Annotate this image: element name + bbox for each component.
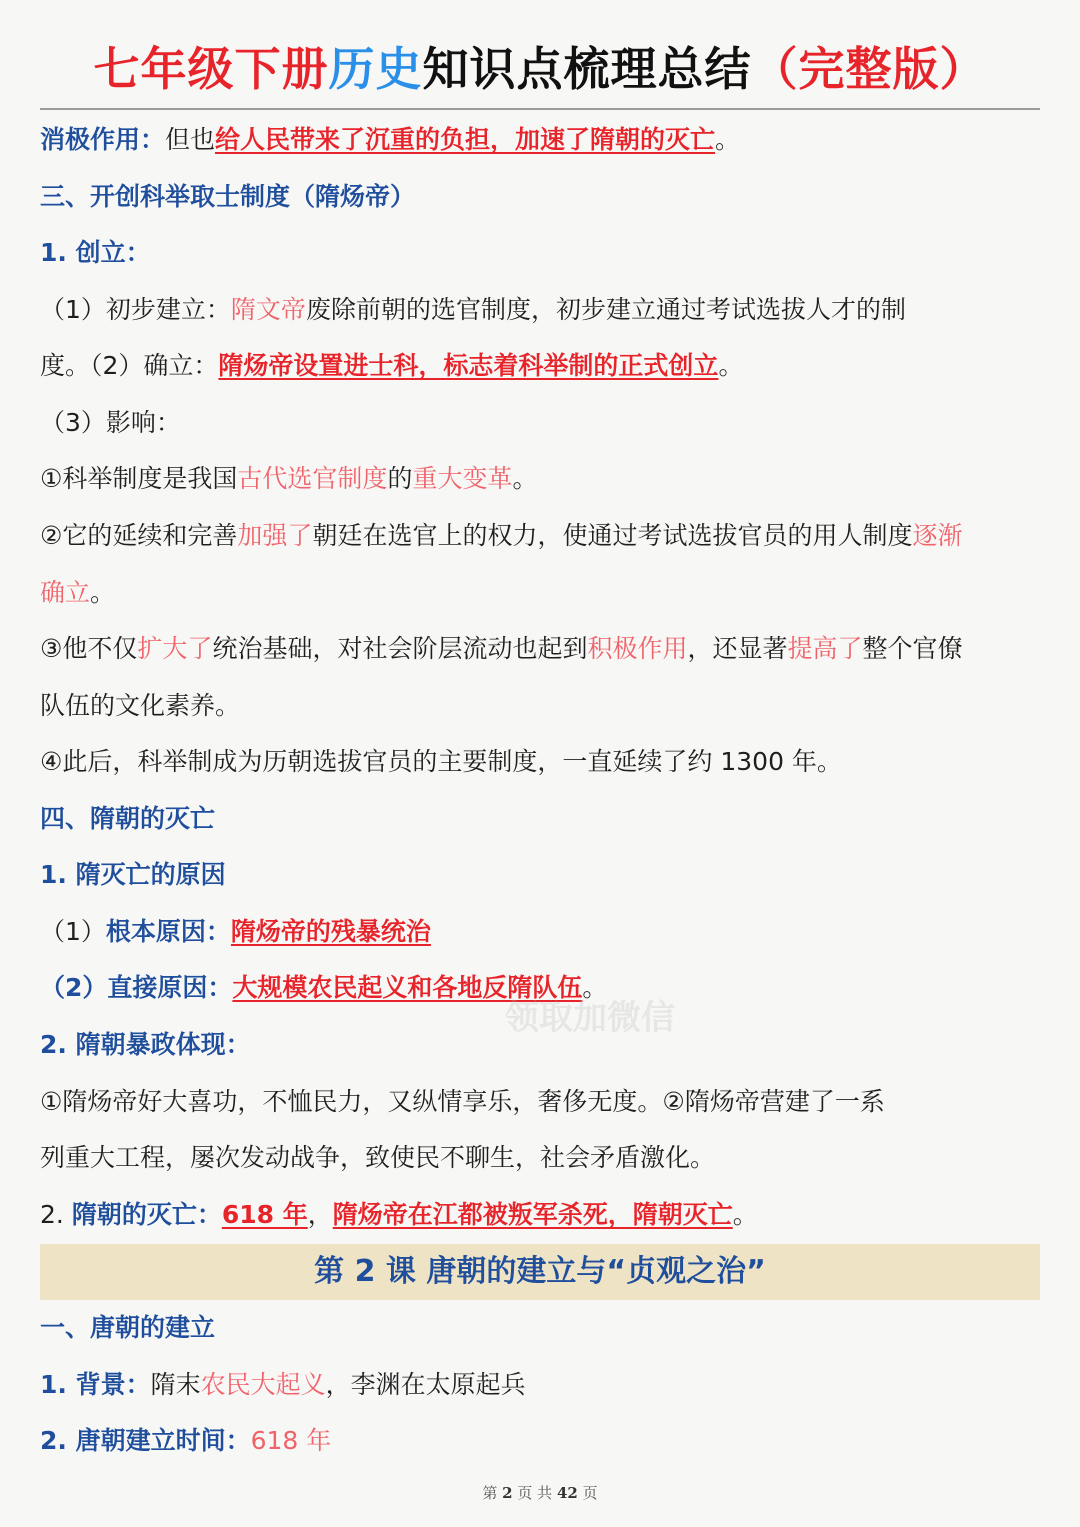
section-heading-4: 四、隋朝的灭亡 xyxy=(40,804,216,833)
impact-item-2-cont: 确立。 xyxy=(40,578,116,607)
subheading-founding: 1. 创立： xyxy=(40,238,151,267)
impact-item-1: ①科举制度是我国古代选官制度的重大变革。 xyxy=(40,464,538,493)
paragraph-establish: 度。（2）确立：隋炀帝设置进士科，标志着科举制的正式创立。 xyxy=(40,351,744,380)
tang-background: 1. 背景：隋末农民大起义，李渊在太原起兵 xyxy=(40,1370,526,1399)
tyranny-text-1: ①隋炀帝好大喜功，不恤民力，又纵情享乐，奢侈无度。②隋炀帝营建了一系 xyxy=(40,1087,885,1116)
impact-item-2: ②它的延续和完善加强了朝廷在选官上的权力，使通过考试选拔官员的用人制度逐渐 xyxy=(40,521,963,550)
page-footer: 第 2 页 共 42 页 xyxy=(482,1484,598,1502)
lesson-title-bar: 第 2 课 唐朝的建立与“贞观之治” xyxy=(40,1244,1040,1300)
negative-effect-line: 消极作用：但也给人民带来了沉重的负担，加速了隋朝的灭亡。 xyxy=(40,125,741,154)
subheading-fall-reasons: 1. 隋灭亡的原因 xyxy=(40,860,226,889)
page-title-bar xyxy=(40,30,1040,110)
section-tang-founding: 一、唐朝的建立 xyxy=(40,1313,216,1342)
fall-of-sui-line: 2. 隋朝的灭亡：618 年，隋炀帝在江都被叛军杀死，隋朝灭亡。 xyxy=(40,1200,758,1229)
watermark-text: 领取加微信 xyxy=(505,998,675,1038)
paragraph-impact-label: （3）影响： xyxy=(40,408,181,437)
tyranny-text-2: 列重大工程，屡次发动战争，致使民不聊生，社会矛盾激化。 xyxy=(40,1143,716,1172)
reason-root: （1）根本原因：隋炀帝的残暴统治 xyxy=(40,917,431,946)
paragraph-initial: （1）初步建立：隋文帝废除前朝的选官制度，初步建立通过考试选拔人才的制 xyxy=(40,295,906,324)
impact-item-3-cont: 队伍的文化素养。 xyxy=(40,691,241,720)
impact-item-3: ③他不仅扩大了统治基础，对社会阶层流动也起到积极作用，还显著提高了整个官僚 xyxy=(40,634,963,663)
tang-founding-date: 2. 唐朝建立时间：618 年 xyxy=(40,1426,332,1455)
subheading-tyranny: 2. 隋朝暴政体现： xyxy=(40,1030,251,1059)
reason-direct: （2）直接原因：大规模农民起义和各地反隋队伍。 xyxy=(40,973,608,1002)
impact-item-4: ④此后，科举制成为历朝选拔官员的主要制度，一直延续了约 1300 年。 xyxy=(40,747,842,776)
section-heading-3: 三、开创科举取士制度（隋炀帝） xyxy=(40,182,416,211)
page-title: 七年级下册历史知识点梳理总结（完整版） xyxy=(93,42,987,96)
